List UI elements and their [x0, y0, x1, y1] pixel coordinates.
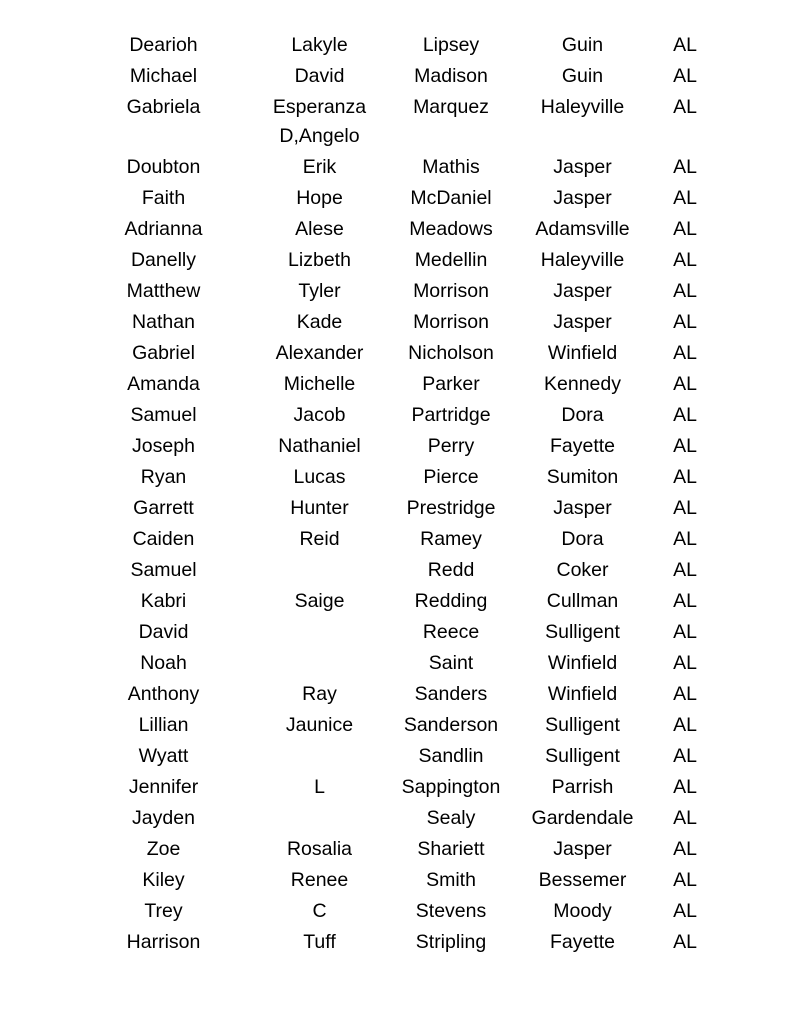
table-row	[85, 524, 725, 555]
city-cell: Jasper	[553, 187, 612, 209]
first-name-cell: Gabriel	[132, 342, 195, 364]
state-cell: AL	[673, 745, 697, 767]
city-cell: Guin	[561, 65, 604, 87]
first-name-cell: Amanda	[127, 373, 200, 395]
last-name-cell: Morrison	[413, 311, 489, 333]
table-row	[85, 493, 725, 524]
state-cell: AL	[673, 65, 697, 87]
middle-name-cell: Rosalia	[286, 838, 353, 860]
state-cell: AL	[673, 249, 697, 271]
last-name-cell: Medellin	[414, 249, 488, 271]
state-cell: AL	[673, 869, 697, 891]
table-row	[85, 555, 725, 586]
city-cell: Guin	[561, 34, 604, 56]
middle-name-cell: Alexander	[275, 342, 364, 364]
state-cell: AL	[673, 652, 697, 674]
student-roster-table	[85, 30, 725, 958]
first-name-cell: Gabriela	[126, 96, 201, 118]
first-name-cell: Zoe	[146, 838, 181, 860]
city-cell: Sulligent	[545, 621, 620, 643]
state-cell: AL	[673, 218, 697, 240]
city-cell: Gardendale	[531, 807, 634, 829]
middle-name-cell: Tyler	[298, 280, 341, 302]
middle-name-cell: Lucas	[293, 466, 346, 488]
middle-name-cell: Saige	[294, 590, 345, 612]
middle-name-cell: Nathaniel	[278, 435, 361, 457]
state-cell: AL	[673, 466, 697, 488]
middle-name-cell: L	[314, 776, 325, 798]
city-cell: Sumiton	[546, 466, 619, 488]
last-name-cell: Mathis	[422, 156, 480, 178]
table-row	[85, 276, 725, 307]
first-name-cell: Caiden	[132, 528, 195, 550]
state-cell: AL	[673, 714, 697, 736]
middle-name-cell: Hope	[296, 187, 343, 209]
middle-name-text-2: D,Angelo	[279, 125, 360, 147]
city-cell: Moody	[553, 900, 612, 922]
table-row	[85, 214, 725, 245]
first-name-cell: Doubton	[126, 156, 201, 178]
first-name-cell: Lillian	[138, 714, 189, 736]
last-name-cell: Partridge	[411, 404, 491, 426]
last-name-cell: Morrison	[413, 280, 489, 302]
last-name-cell: Sappington	[401, 776, 501, 798]
city-cell: Jasper	[553, 156, 612, 178]
table-row	[85, 834, 725, 865]
table-row	[85, 462, 725, 493]
city-cell: Sulligent	[545, 745, 620, 767]
middle-name-cell: Kade	[296, 311, 343, 333]
first-name-cell: Nathan	[132, 311, 195, 333]
middle-name-cell: Lakyle	[291, 34, 348, 56]
first-name-cell: Noah	[140, 652, 187, 674]
first-name-cell: Kabri	[140, 590, 187, 612]
middle-name-cell: Jaunice	[285, 714, 354, 736]
table-row	[85, 741, 725, 772]
state-cell: AL	[673, 590, 697, 612]
middle-name-cell: Lizbeth	[288, 249, 351, 271]
middle-name-cell: C	[312, 900, 327, 922]
first-name-cell: Kiley	[142, 869, 185, 891]
middle-name-cell: Reid	[299, 528, 340, 550]
last-name-cell: Prestridge	[406, 497, 496, 519]
last-name-cell: Lipsey	[422, 34, 480, 56]
last-name-cell: Perry	[427, 435, 475, 457]
city-cell: Jasper	[553, 311, 612, 333]
table-row	[85, 92, 725, 152]
last-name-cell: Meadows	[409, 218, 493, 240]
last-name-cell: Shariett	[417, 838, 485, 860]
table-row	[85, 865, 725, 896]
last-name-cell: Reece	[422, 621, 480, 643]
state-cell: AL	[673, 559, 697, 581]
last-name-cell: Marquez	[413, 96, 489, 118]
table-row	[85, 152, 725, 183]
city-cell: Parrish	[551, 776, 614, 798]
table-row	[85, 61, 725, 92]
first-name-cell: Faith	[141, 187, 186, 209]
middle-name-cell: Jacob	[293, 404, 346, 426]
table-row	[85, 400, 725, 431]
table-row	[85, 927, 725, 958]
city-cell: Adamsville	[535, 218, 630, 240]
state-cell: AL	[673, 342, 697, 364]
table-row	[85, 896, 725, 927]
state-cell: AL	[673, 776, 697, 798]
state-cell: AL	[673, 528, 697, 550]
table-row	[85, 245, 725, 276]
state-cell: AL	[673, 621, 697, 643]
city-cell: Haleyville	[540, 249, 625, 271]
middle-name-cell: David	[294, 65, 345, 87]
last-name-cell: Stripling	[415, 931, 487, 953]
state-cell: AL	[673, 683, 697, 705]
last-name-cell: Parker	[422, 373, 480, 395]
table-row	[85, 586, 725, 617]
city-cell: Jasper	[553, 280, 612, 302]
table-row	[85, 772, 725, 803]
city-cell: Jasper	[553, 497, 612, 519]
state-cell: AL	[673, 807, 697, 829]
state-cell: AL	[673, 900, 697, 922]
table-row	[85, 369, 725, 400]
first-name-cell: Adrianna	[124, 218, 203, 240]
first-name-cell: Samuel	[130, 559, 197, 581]
last-name-cell: Sanders	[414, 683, 488, 705]
middle-name-cell: Michelle	[283, 373, 356, 395]
middle-name-cell: Tuff	[303, 931, 336, 953]
first-name-cell: David	[138, 621, 189, 643]
middle-name-cell: Renee	[290, 869, 349, 891]
city-cell: Fayette	[549, 435, 616, 457]
first-name-cell: Matthew	[126, 280, 201, 302]
state-cell: AL	[673, 34, 697, 56]
city-cell: Bessemer	[538, 869, 627, 891]
last-name-cell: Sanderson	[403, 714, 499, 736]
city-cell: Sulligent	[545, 714, 620, 736]
last-name-cell: Ramey	[420, 528, 482, 550]
city-cell: Winfield	[547, 342, 618, 364]
state-cell: AL	[673, 404, 697, 426]
state-cell: AL	[673, 311, 697, 333]
first-name-cell: Anthony	[127, 683, 200, 705]
city-cell: Kennedy	[544, 373, 621, 395]
state-cell: AL	[673, 156, 697, 178]
first-name-cell: Michael	[129, 65, 198, 87]
last-name-cell: Smith	[426, 869, 476, 891]
middle-name-cell	[242, 803, 397, 805]
state-cell: AL	[673, 497, 697, 519]
first-name-cell: Ryan	[140, 466, 187, 488]
city-cell: Winfield	[547, 652, 618, 674]
first-name-cell: Samuel	[130, 404, 197, 426]
city-cell: Dora	[561, 528, 604, 550]
middle-name-cell	[242, 741, 397, 743]
table-row	[85, 803, 725, 834]
last-name-cell: Madison	[414, 65, 488, 87]
first-name-cell: Trey	[144, 900, 183, 922]
state-cell: AL	[673, 373, 697, 395]
city-cell: Dora	[561, 404, 604, 426]
middle-name-cell: Ray	[302, 683, 337, 705]
middle-name-cell: Alese	[295, 218, 344, 240]
table-row	[85, 183, 725, 214]
last-name-cell: Redd	[427, 559, 475, 581]
first-name-cell: Wyatt	[138, 745, 189, 767]
middle-name-text: Esperanza	[272, 96, 367, 118]
city-cell: Cullman	[546, 590, 619, 612]
table-row	[85, 338, 725, 369]
first-name-cell: Garrett	[133, 497, 194, 519]
table-row	[85, 431, 725, 462]
city-cell: Coker	[556, 559, 609, 581]
first-name-cell: Joseph	[132, 435, 195, 457]
last-name-cell: McDaniel	[410, 187, 492, 209]
city-cell: Haleyville	[540, 96, 625, 118]
first-name-cell: Harrison	[126, 931, 201, 953]
state-cell: AL	[673, 838, 697, 860]
middle-name-cell: Erik	[302, 156, 337, 178]
middle-name-cell: Hunter	[290, 497, 349, 519]
state-cell: AL	[673, 931, 697, 953]
table-row	[85, 307, 725, 338]
state-cell: AL	[673, 280, 697, 302]
state-cell: AL	[673, 96, 697, 118]
last-name-cell: Redding	[414, 590, 488, 612]
last-name-cell: Stevens	[415, 900, 487, 922]
city-cell: Winfield	[547, 683, 618, 705]
city-cell: Fayette	[549, 931, 616, 953]
first-name-cell: Jayden	[132, 807, 195, 829]
middle-name-cell	[242, 555, 397, 557]
middle-name-cell	[242, 617, 397, 619]
first-name-cell: Danelly	[130, 249, 197, 271]
first-name-cell: Dearioh	[129, 34, 198, 56]
last-name-cell: Sealy	[426, 807, 476, 829]
table-row	[85, 617, 725, 648]
state-cell: AL	[673, 187, 697, 209]
last-name-cell: Pierce	[423, 466, 479, 488]
last-name-cell: Nicholson	[408, 342, 494, 364]
first-name-cell: Jennifer	[128, 776, 199, 798]
table-row	[85, 648, 725, 679]
city-cell: Jasper	[553, 838, 612, 860]
middle-name-cell	[242, 648, 397, 650]
middle-name-cell	[242, 92, 397, 152]
table-row	[85, 710, 725, 741]
last-name-cell: Saint	[428, 652, 474, 674]
last-name-cell: Sandlin	[418, 745, 484, 767]
state-cell: AL	[673, 435, 697, 457]
table-row	[85, 30, 725, 61]
table-row	[85, 679, 725, 710]
